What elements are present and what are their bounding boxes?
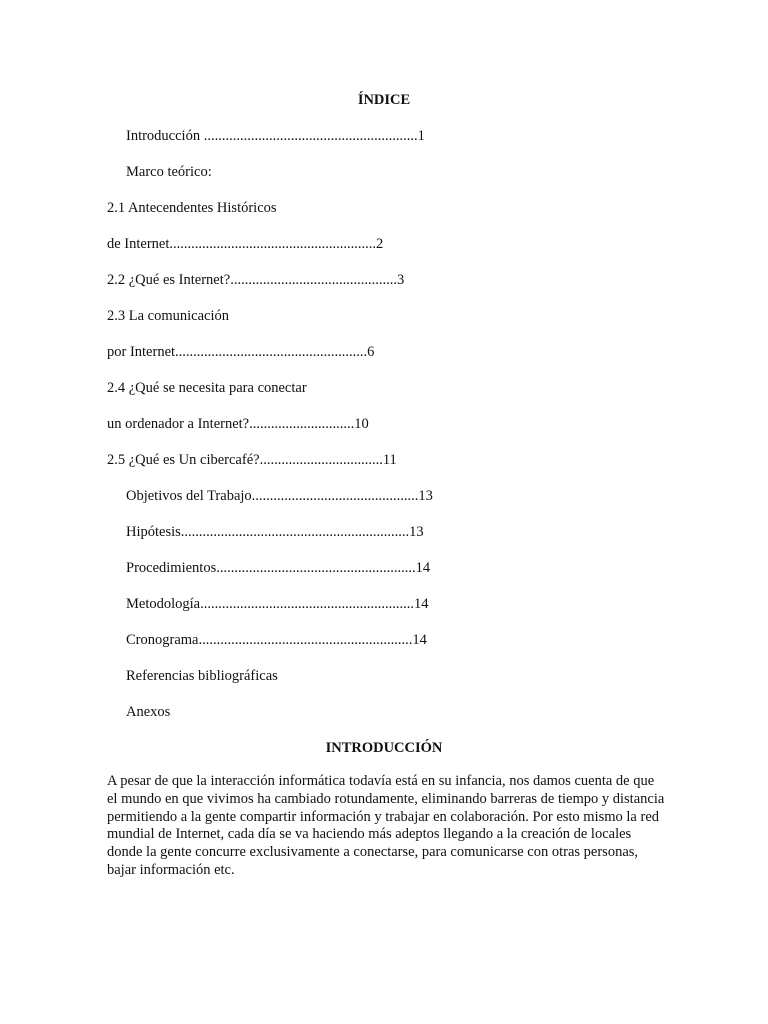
index-title: ÍNDICE xyxy=(357,92,411,108)
toc-entry-marco-teorico: Marco teórico: xyxy=(126,164,212,180)
toc-entry-hipotesis: Hipótesis...............................................................13 xyxy=(126,524,424,540)
toc-entry-procedimientos: Procedimientos.......................................................14 xyxy=(126,560,431,576)
toc-entry-2-4-line2: un ordenador a Internet?.............................10 xyxy=(107,416,369,432)
introduction-paragraph: A pesar de que la interacción informática todavía está en su infancia, nos damos cuenta de que el mundo en que vivimos ha cambiado rotundamente, eliminando barreras de tiempo y distancia permitiendo a la gente compartir información y trabajar en colaboración. Por esto mismo la red mundial de Internet, cada día se va haciendo más adeptos llegando a la creación de locales donde la gente concurre exclusivamente a conectarse, para comunicarse con otras personas, bajar información etc. xyxy=(107,773,665,878)
toc-entry-anexos: Anexos xyxy=(126,704,171,720)
toc-entry-2-4-line1: 2.4 ¿Qué se necesita para conectar xyxy=(107,380,307,396)
toc-entry-2-5: 2.5 ¿Qué es Un cibercafé?..................................11 xyxy=(107,452,397,468)
toc-entry-referencias: Referencias bibliográficas xyxy=(126,668,278,684)
toc-entry-metodologia: Metodología...........................................................14 xyxy=(126,596,429,612)
toc-entry-2-1-line2: de Internet.........................................................2 xyxy=(107,236,384,252)
toc-entry-2-3-line1: 2.3 La comunicación xyxy=(107,308,229,324)
toc-entry-2-2: 2.2 ¿Qué es Internet?..............................................3 xyxy=(107,272,405,288)
toc-entry-objetivos: Objetivos del Trabajo..............................................13 xyxy=(126,488,433,504)
toc-entry-2-3-line2: por Internet.....................................................6 xyxy=(107,344,375,360)
toc-entry-2-1-line1: 2.1 Antecendentes Históricos xyxy=(107,200,277,216)
toc-entry-cronograma: Cronograma...........................................................14 xyxy=(126,632,427,648)
introduction-title: INTRODUCCIÓN xyxy=(325,740,443,756)
toc-entry-introduccion: Introducción ...........................................................1 xyxy=(126,128,425,144)
